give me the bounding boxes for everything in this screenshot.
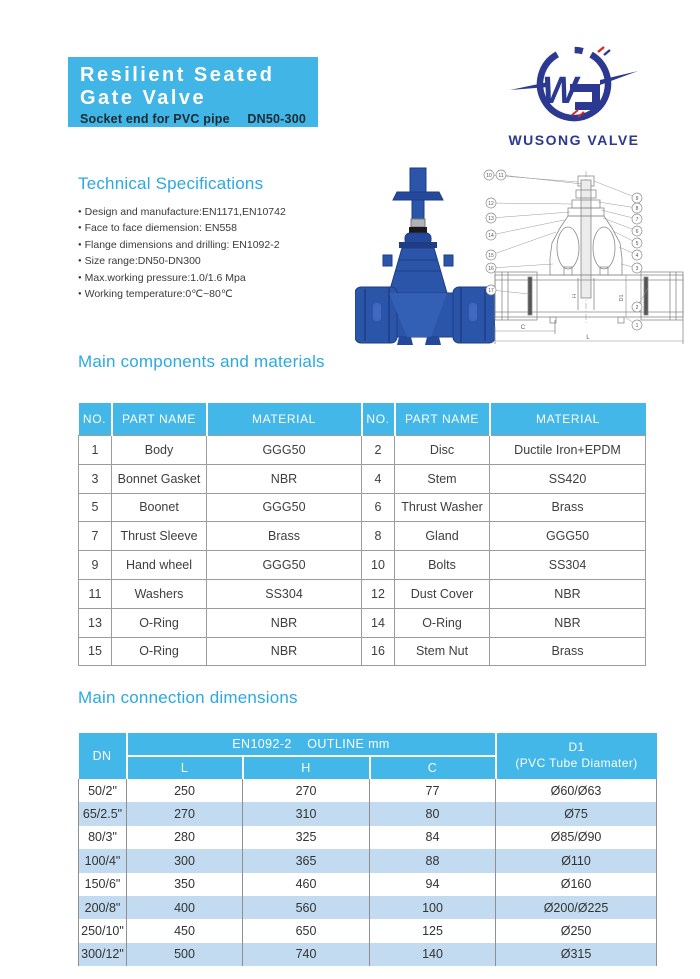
table-cell: 460 <box>243 873 370 896</box>
table-cell: Bolts <box>395 551 490 580</box>
spec-list <box>78 204 286 302</box>
title-subtitle-row <box>80 112 306 126</box>
components-row <box>79 493 646 522</box>
table-cell: 3 <box>79 464 112 493</box>
size-range: DN50-300 <box>247 112 306 126</box>
table-cell: Ø60/Ø63 <box>496 779 657 802</box>
spec-bullet: ● Face to face diemension: EN558 <box>78 220 286 236</box>
dim-label-h: H <box>572 294 578 298</box>
table-cell: 5 <box>79 493 112 522</box>
table-cell: 84 <box>370 826 496 849</box>
table-cell: 280 <box>127 826 243 849</box>
table-cell: Dust Cover <box>395 579 490 608</box>
table-cell: NBR <box>207 464 362 493</box>
table-cell: 450 <box>127 919 243 942</box>
table-cell: 9 <box>79 551 112 580</box>
dimensions-heading: Main connection dimensions <box>78 688 298 707</box>
table-cell: 50/2" <box>79 779 127 802</box>
table-cell: 365 <box>243 849 370 872</box>
table-cell: Ø250 <box>496 919 657 942</box>
col-header-l: L <box>127 756 243 779</box>
col-header-h: H <box>243 756 370 779</box>
col-header: PART NAME <box>395 403 490 436</box>
table-cell: Ø160 <box>496 873 657 896</box>
callout-number: 15 <box>488 252 494 259</box>
table-cell: SS304 <box>490 551 646 580</box>
table-cell: NBR <box>207 637 362 666</box>
table-cell: 250/10" <box>79 919 127 942</box>
callout-leader-line <box>601 210 637 219</box>
table-cell: 8 <box>362 522 395 551</box>
callout-leader-line <box>491 232 556 255</box>
table-cell: Bonnet Gasket <box>112 464 207 493</box>
table-cell: 100 <box>370 896 496 919</box>
table-cell: 125 <box>370 919 496 942</box>
table-cell: Boonet <box>112 493 207 522</box>
dimensions-row <box>79 919 657 942</box>
dimensions-table <box>78 733 657 966</box>
table-cell: 560 <box>243 896 370 919</box>
table-cell: O-Ring <box>112 637 207 666</box>
dimensions-header-row1 <box>79 733 657 756</box>
dim-label-l: L <box>586 334 590 341</box>
table-cell: Ø200/Ø225 <box>496 896 657 919</box>
callout-number: 2 <box>635 304 639 311</box>
table-cell: 270 <box>127 802 243 825</box>
brand-logo <box>508 40 640 148</box>
table-cell: Body <box>112 436 207 465</box>
table-cell: NBR <box>490 608 646 637</box>
components-row <box>79 608 646 637</box>
col-header-dn: DN <box>79 733 127 779</box>
table-cell: 140 <box>370 943 496 966</box>
callout-number: 8 <box>635 205 639 212</box>
callout-number: 13 <box>488 215 494 222</box>
dimensions-row <box>79 826 657 849</box>
table-cell: 270 <box>243 779 370 802</box>
table-cell: 15 <box>79 637 112 666</box>
col-header-outline-group: EN1092-2 OUTLINE mm <box>127 733 496 756</box>
table-cell: 16 <box>362 637 395 666</box>
table-cell: 10 <box>362 551 395 580</box>
callout-leader-line <box>491 290 529 294</box>
callout-number: 16 <box>488 265 494 272</box>
callout-leader-line <box>501 175 582 184</box>
spec-bullet: ● Max.working pressure:1.0/1.6 Mpa <box>78 270 286 286</box>
table-cell: NBR <box>207 608 362 637</box>
d1-line2: (PVC Tube Diamater) <box>515 756 638 770</box>
callout-number: 1 <box>635 322 639 329</box>
table-cell: Gland <box>395 522 490 551</box>
table-cell: GGG50 <box>207 551 362 580</box>
col-header: PART NAME <box>112 403 207 436</box>
table-cell: 300/12" <box>79 943 127 966</box>
table-cell: 88 <box>370 849 496 872</box>
spec-bullet: ● Design and manufacture:EN1171,EN10742 <box>78 204 286 220</box>
table-cell: 14 <box>362 608 395 637</box>
tech-specs-heading: Technical Specifications <box>78 174 264 193</box>
table-cell: Stem <box>395 464 490 493</box>
callout-number: 14 <box>488 232 494 239</box>
table-cell: 77 <box>370 779 496 802</box>
dim-label-d1: D1 <box>619 294 625 302</box>
callout-leader-line <box>491 212 570 218</box>
valve-photo <box>355 165 495 346</box>
components-header-row <box>79 403 646 436</box>
table-cell: 4 <box>362 464 395 493</box>
callout-number: 12 <box>488 200 494 207</box>
dimensions-row <box>79 802 657 825</box>
table-cell: 500 <box>127 943 243 966</box>
table-cell: Hand wheel <box>112 551 207 580</box>
page-title-line1: Resilient Seated <box>80 64 275 86</box>
callout-number: 11 <box>498 172 504 179</box>
table-cell: 400 <box>127 896 243 919</box>
components-row <box>79 637 646 666</box>
dimensions-row <box>79 849 657 872</box>
callout-leader-line <box>594 181 637 198</box>
table-cell: 80 <box>370 802 496 825</box>
table-cell: GGG50 <box>490 522 646 551</box>
table-cell: 7 <box>79 522 112 551</box>
table-cell: 250 <box>127 779 243 802</box>
title-banner <box>68 57 318 127</box>
col-header-d1 <box>496 733 657 779</box>
table-cell: 100/4" <box>79 849 127 872</box>
table-cell: O-Ring <box>395 608 490 637</box>
col-header: MATERIAL <box>207 403 362 436</box>
table-cell: SS304 <box>207 579 362 608</box>
table-cell: Ø85/Ø90 <box>496 826 657 849</box>
callout-number: 7 <box>635 216 639 223</box>
table-cell: 13 <box>79 608 112 637</box>
table-cell: 1 <box>79 436 112 465</box>
callout-leader-line <box>491 264 553 268</box>
table-cell: GGG50 <box>207 436 362 465</box>
table-cell: 150/6" <box>79 873 127 896</box>
valve-technical-drawing <box>480 168 695 349</box>
callout-number: 17 <box>488 287 494 294</box>
spec-bullet: ● Size range:DN50-DN300 <box>78 253 286 269</box>
spec-bullet: ● Flange dimensions and drilling: EN1092-2 <box>78 237 286 253</box>
page-title-line2: Gate Valve <box>80 87 207 109</box>
col-header: NO. <box>362 403 395 436</box>
table-cell: 300 <box>127 849 243 872</box>
table-cell: 12 <box>362 579 395 608</box>
table-cell: 11 <box>79 579 112 608</box>
table-cell: Brass <box>490 637 646 666</box>
table-cell: Stem Nut <box>395 637 490 666</box>
callout-number: 5 <box>635 240 639 247</box>
table-cell: Brass <box>207 522 362 551</box>
callout-number: 9 <box>635 195 639 202</box>
table-cell: 2 <box>362 436 395 465</box>
dimensions-row <box>79 896 657 919</box>
d1-line1: D1 <box>568 740 585 755</box>
table-cell: Brass <box>490 493 646 522</box>
table-cell: 94 <box>370 873 496 896</box>
col-header-c: C <box>370 756 496 779</box>
table-cell: Ø110 <box>496 849 657 872</box>
dimensions-row <box>79 943 657 966</box>
brand-name: WUSONG VALVE <box>508 132 640 148</box>
table-cell: GGG50 <box>207 493 362 522</box>
callout-number: 6 <box>635 228 639 235</box>
table-cell: Ø315 <box>496 943 657 966</box>
callout-number: 3 <box>635 265 639 272</box>
table-cell: 65/2.5" <box>79 802 127 825</box>
table-cell: 6 <box>362 493 395 522</box>
components-row <box>79 579 646 608</box>
table-cell: 80/3" <box>79 826 127 849</box>
callout-number: 4 <box>635 252 639 259</box>
components-row <box>79 551 646 580</box>
components-heading: Main components and materials <box>78 352 325 371</box>
table-cell: 200/8" <box>79 896 127 919</box>
table-cell: 310 <box>243 802 370 825</box>
table-cell: NBR <box>490 579 646 608</box>
dimensions-row <box>79 873 657 896</box>
table-cell: Ductile Iron+EPDM <box>490 436 646 465</box>
components-row <box>79 464 646 493</box>
components-table <box>78 403 646 666</box>
table-cell: Thrust Washer <box>395 493 490 522</box>
subtitle: Socket end for PVC pipe <box>80 112 230 126</box>
callout-number: 10 <box>486 172 492 179</box>
callout-leader-line <box>491 220 564 235</box>
components-row <box>79 522 646 551</box>
components-row <box>79 436 646 465</box>
spec-bullet: ● Working temperature:0℃~80℃ <box>78 286 286 302</box>
logo-mark-icon <box>508 40 640 126</box>
table-cell: Washers <box>112 579 207 608</box>
col-header: MATERIAL <box>490 403 646 436</box>
svg-text:W: W <box>542 70 578 112</box>
callout-leader-line <box>598 202 637 208</box>
table-cell: 650 <box>243 919 370 942</box>
table-cell: SS420 <box>490 464 646 493</box>
table-cell: O-Ring <box>112 608 207 637</box>
dimensions-row <box>79 779 657 802</box>
table-cell: Disc <box>395 436 490 465</box>
table-cell: 740 <box>243 943 370 966</box>
dim-label-c: C <box>520 324 526 331</box>
col-header: NO. <box>79 403 112 436</box>
table-cell: 325 <box>243 826 370 849</box>
table-cell: 350 <box>127 873 243 896</box>
table-cell: Ø75 <box>496 802 657 825</box>
table-cell: Thrust Sleeve <box>112 522 207 551</box>
callout-leader-line <box>491 203 572 204</box>
